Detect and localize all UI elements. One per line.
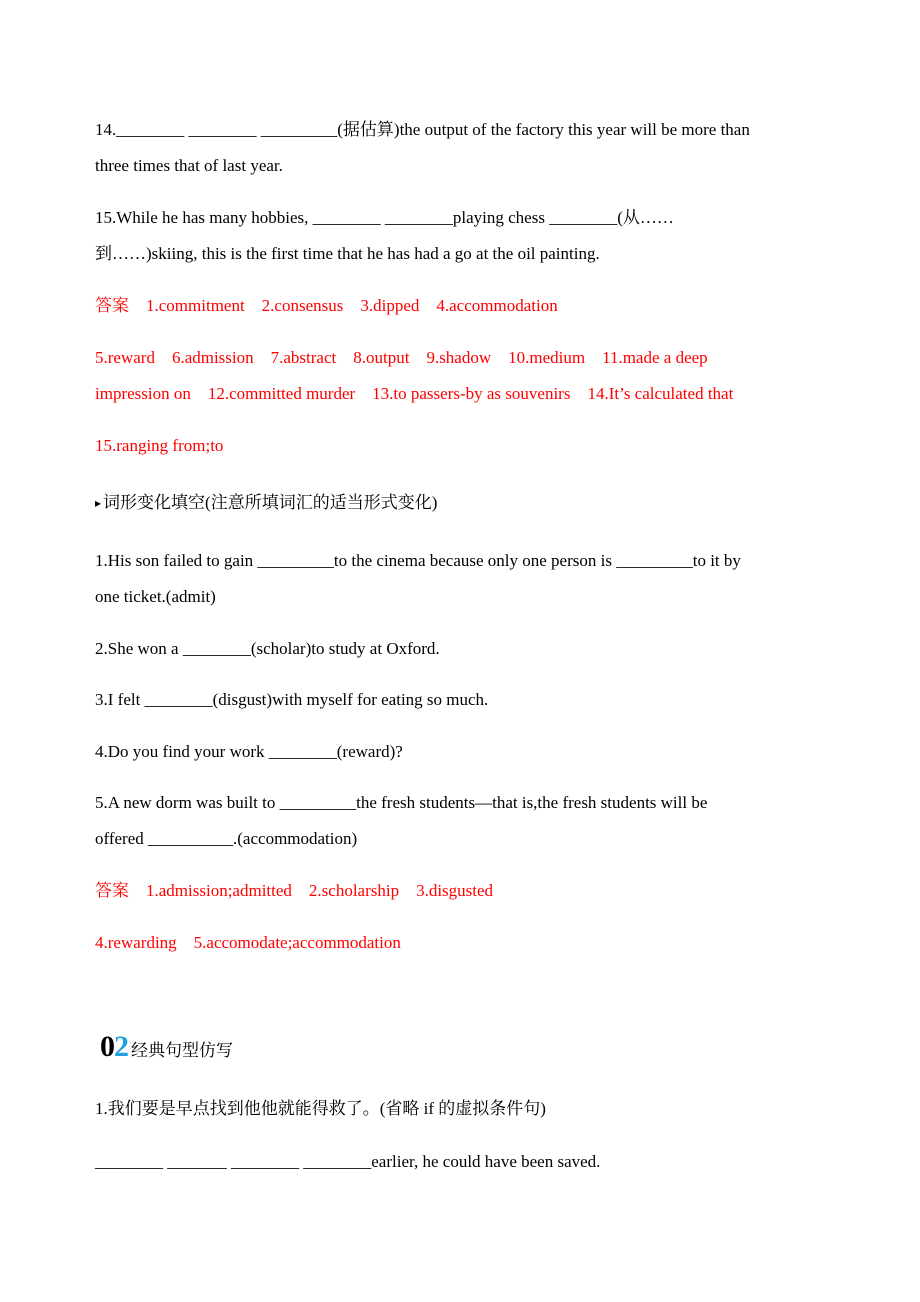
answer-block-1-line-3: impression on 12.committed murder 13.to passers-by as souvenirs 14.It’s calculated that xyxy=(95,384,734,403)
section-number-0: 0 xyxy=(100,1030,114,1063)
sentence-q1-prompt: 1.我们要是早点找到他他就能得救了。(省略 if 的虚拟条件句) xyxy=(95,1099,546,1118)
word-q2: 2.She won a ________(scholar)to study at Oxford. xyxy=(95,639,440,658)
q14-line-1: 14.________ ________ _________(据估算)the output of the factory this year will be more than xyxy=(95,120,750,139)
word-q1-line-2: one ticket.(admit) xyxy=(95,587,216,606)
triangle-bullet-icon: ▸ xyxy=(95,496,102,510)
word-q5-line-2: offered __________.(accommodation) xyxy=(95,829,358,848)
answer-block-2-line-1: 答案 1.admission;admitted 2.scholarship 3.disgusted xyxy=(95,881,494,900)
section-title: 经典句型仿写 xyxy=(131,1041,233,1060)
answer-block-1-line-2: 5.reward 6.admission 7.abstract 8.output 9.shadow 10.medium 11.made a deep xyxy=(95,348,708,367)
section-heading xyxy=(100,1030,233,1064)
q15-line-1: 15.While he has many hobbies, ________ ________playing chess ________(从…… xyxy=(95,208,674,227)
q15-line-2: 到……)skiing, this is the first time that he has had a go at the oil painting. xyxy=(95,244,600,263)
word-form-heading-text: 词形变化填空(注意所填词汇的适当形式变化) xyxy=(103,493,438,512)
word-q5-line-1: 5.A new dorm was built to _________the fresh students—that is,the fresh students will be xyxy=(95,793,708,812)
word-q3: 3.I felt ________(disgust)with myself for eating so much. xyxy=(95,690,489,709)
sentence-q1-blanks: ________ _______ ________ ________earlier, he could have been saved. xyxy=(95,1152,601,1171)
answer-block-1-line-1: 答案 1.commitment 2.consensus 3.dipped 4.accommodation xyxy=(95,296,558,315)
q14-line-2: three times that of last year. xyxy=(95,156,283,175)
word-form-heading xyxy=(95,492,437,514)
answer-block-1-line-4: 15.ranging from;to xyxy=(95,436,224,455)
section-number-2: 2 xyxy=(114,1030,129,1063)
word-q4: 4.Do you find your work ________(reward)? xyxy=(95,742,403,761)
word-q1-line-1: 1.His son failed to gain _________to the cinema because only one person is _________to it by xyxy=(95,551,741,570)
answer-block-2-line-2: 4.rewarding 5.accomodate;accommodation xyxy=(95,933,401,952)
